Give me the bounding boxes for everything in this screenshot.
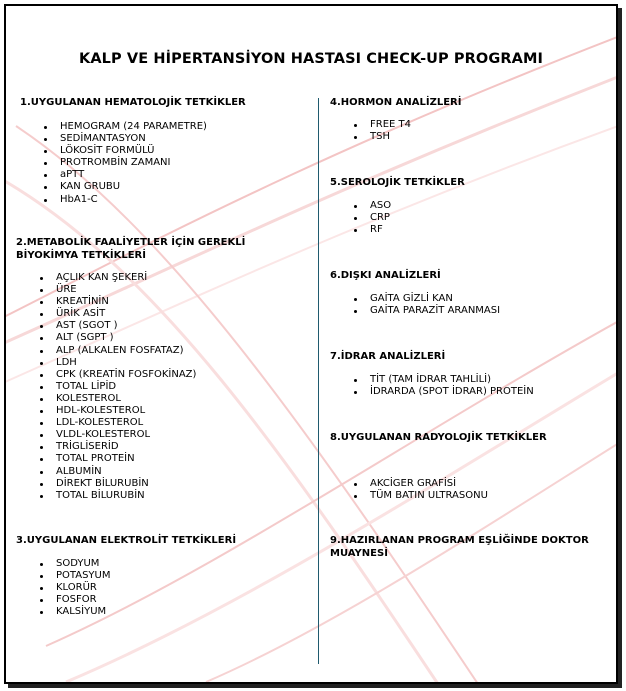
section-hormone <box>330 96 610 143</box>
section-heading: 7.İDRAR ANALİZLERİ <box>330 351 446 362</box>
list-item: HbA1-C <box>20 194 310 206</box>
list-item: LÖKOSİT FORMÜLÜ <box>20 145 310 157</box>
list-item: HDL-KOLESTEROL <box>16 405 306 417</box>
list-item: CRP <box>330 212 610 224</box>
section-doctor-exam <box>330 534 614 560</box>
list-item: ALP (ALKALEN FOSFATAZ) <box>16 345 306 357</box>
list-item: KALSİYUM <box>16 606 306 618</box>
list-item: PROTROMBİN ZAMANI <box>20 157 310 169</box>
list-item: ÜRE <box>16 284 306 296</box>
list-item: AKCİGER GRAFİSİ <box>330 478 610 490</box>
item-list <box>16 558 306 618</box>
list-item: TİT (TAM İDRAR TAHLİLİ) <box>330 374 610 386</box>
item-list <box>330 478 610 502</box>
list-item: TOTAL PROTEİN <box>16 453 306 465</box>
list-item: TOTAL LİPİD <box>16 381 306 393</box>
column-divider <box>318 98 319 664</box>
item-list <box>330 119 610 143</box>
document-frame <box>4 4 618 684</box>
list-item: SEDİMANTASYON <box>20 133 310 145</box>
item-list <box>330 374 610 398</box>
list-item: KOLESTEROL <box>16 393 306 405</box>
section-heading: 8.UYGULANAN RADYOLOJİK TETKİKLER <box>330 432 547 443</box>
list-item: TÜM BATIN ULTRASONU <box>330 490 610 502</box>
section-hematology <box>20 96 310 206</box>
list-item: KLORÜR <box>16 582 306 594</box>
list-item: aPTT <box>20 169 310 181</box>
section-serology <box>330 176 610 236</box>
list-item: TOTAL BİLURUBİN <box>16 490 306 502</box>
list-item: SODYUM <box>16 558 306 570</box>
list-item: POTASYUM <box>16 570 306 582</box>
item-list <box>330 293 610 317</box>
list-item: GAİTA PARAZİT ARANMASI <box>330 305 610 317</box>
section-biochemistry <box>16 236 306 502</box>
item-list <box>330 200 610 236</box>
list-item: ALT (SGPT ) <box>16 332 306 344</box>
list-item: FREE T4 <box>330 119 610 131</box>
list-item: TSH <box>330 131 610 143</box>
item-list <box>20 121 310 206</box>
list-item: RF <box>330 224 610 236</box>
list-item: CPK (KREATİN FOSFOKİNAZ) <box>16 369 306 381</box>
section-radiology <box>330 431 610 502</box>
list-item: ALBUMİN <box>16 466 306 478</box>
list-item: KREATİNİN <box>16 296 306 308</box>
item-list <box>16 272 306 502</box>
list-item: LDH <box>16 357 306 369</box>
section-heading: 3.UYGULANAN ELEKTROLİT TETKİKLERİ <box>16 535 237 546</box>
section-heading: 5.SEROLOJİK TETKİKLER <box>330 177 465 188</box>
list-item: VLDL-KOLESTEROL <box>16 429 306 441</box>
section-heading: 2.METABOLİK FAALİYETLER İÇİN GEREKLİ BİYOKİMYA TETKİKLERİ <box>16 237 246 261</box>
list-item: ÜRİK ASİT <box>16 308 306 320</box>
list-item: FOSFOR <box>16 594 306 606</box>
list-item: ASO <box>330 200 610 212</box>
list-item: LDL-KOLESTEROL <box>16 417 306 429</box>
page-title: KALP VE HİPERTANSİYON HASTASI CHECK-UP PROGRAMI <box>79 51 543 67</box>
list-item: İDRARDA (SPOT İDRAR) PROTEİN <box>330 386 610 398</box>
list-item: GAİTA GİZLİ KAN <box>330 293 610 305</box>
list-item: KAN GRUBU <box>20 181 310 193</box>
list-item: AST (SGOT ) <box>16 320 306 332</box>
section-heading: 9.HAZIRLANAN PROGRAM EŞLİĞİNDE DOKTOR MUAYNESİ <box>330 535 589 559</box>
section-stool <box>330 269 610 317</box>
section-urine <box>330 350 610 398</box>
section-heading: 4.HORMON ANALİZLERİ <box>330 97 462 108</box>
section-heading: 1.UYGULANAN HEMATOLOJİK TETKİKLER <box>20 97 246 108</box>
section-electrolytes <box>16 534 306 618</box>
list-item: TRİGLİSERİD <box>16 441 306 453</box>
list-item: AÇLIK KAN ŞEKERİ <box>16 272 306 284</box>
list-item: DİREKT BİLURUBİN <box>16 478 306 490</box>
list-item: HEMOGRAM (24 PARAMETRE) <box>20 121 310 133</box>
section-heading: 6.DIŞKI ANALİZLERİ <box>330 270 441 281</box>
